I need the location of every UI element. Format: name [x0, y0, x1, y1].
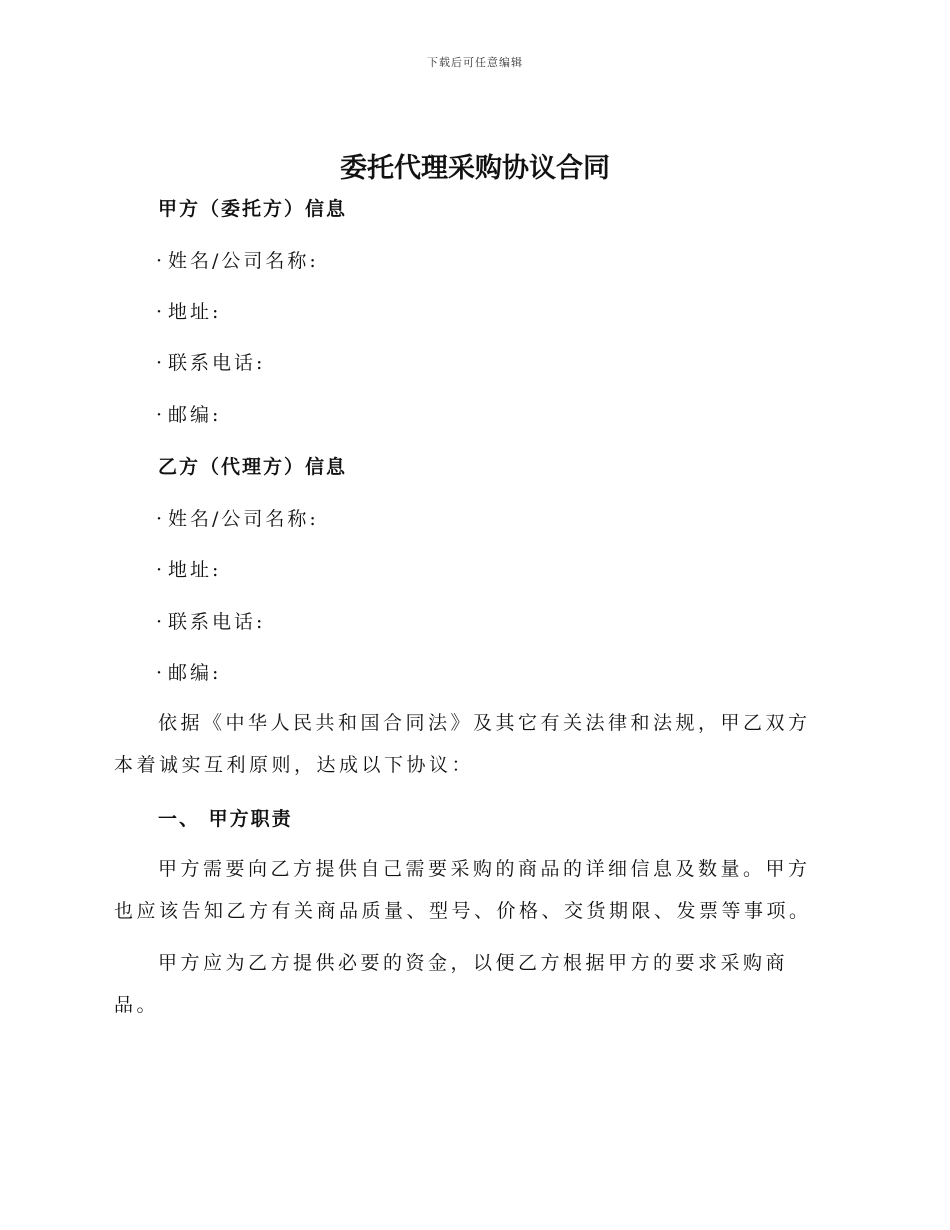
party-b-field-postcode	[156, 658, 221, 685]
section-1-paragraph-1: 甲方需要向乙方提供自己需要采购的商品的详细信息及数量。甲方也应该告知乙方有关商品质量、型号、价格、交货期限、发票等事项。	[114, 858, 812, 922]
header-note: 下载后可任意编辑	[427, 56, 523, 69]
preamble-paragraph: 依据《中华人民共和国合同法》及其它有关法律和法规，甲乙双方本着诚实互利原则，达成以下协议：	[114, 712, 811, 776]
field-label: 地址:	[168, 559, 222, 581]
bullet: ·	[156, 250, 163, 272]
party-a-field-name	[156, 246, 319, 273]
field-label: 姓名/公司名称:	[168, 508, 319, 530]
party-b-field-address	[156, 555, 221, 582]
field-label: 邮编:	[168, 662, 222, 684]
party-b-heading: 乙方（代理方）信息	[158, 456, 348, 478]
bullet: ·	[156, 611, 163, 633]
section-1-heading: 一、 甲方职责	[158, 808, 293, 830]
bullet: ·	[156, 404, 163, 426]
bullet: ·	[156, 559, 163, 581]
party-a-field-address	[156, 297, 221, 324]
field-label: 地址:	[168, 301, 222, 323]
field-label: 联系电话:	[168, 611, 266, 633]
section-1-paragraph-2: 甲方应为乙方提供必要的资金，以便乙方根据甲方的要求采购商品。	[114, 952, 789, 1016]
field-label: 联系电话:	[168, 352, 266, 374]
bullet: ·	[156, 301, 163, 323]
party-a-field-phone	[156, 348, 265, 375]
bullet: ·	[156, 508, 163, 530]
field-label: 姓名/公司名称:	[168, 250, 319, 272]
bullet: ·	[156, 352, 163, 374]
party-a-field-postcode	[156, 400, 221, 427]
bullet: ·	[156, 662, 163, 684]
party-b-field-phone	[156, 607, 265, 634]
field-label: 邮编:	[168, 404, 222, 426]
party-b-field-name	[156, 504, 319, 531]
party-a-heading: 甲方（委托方）信息	[158, 198, 348, 220]
document-title: 委托代理采购协议合同	[340, 153, 610, 184]
